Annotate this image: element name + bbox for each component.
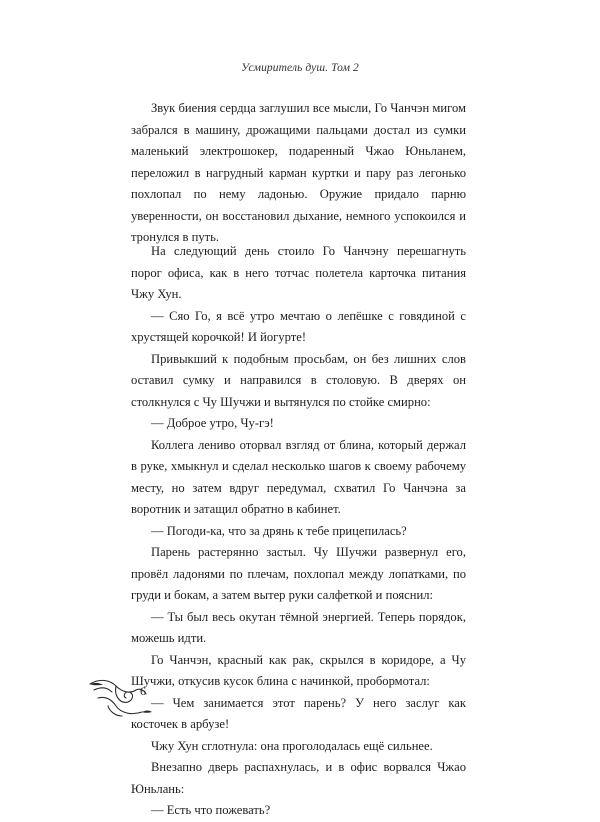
paragraph: — Погоди-ка, что за дрянь к тебе прицепилась? xyxy=(151,523,407,538)
paragraph: Внезапно дверь распахнулась, и в офис ворвался Чжао Юньлань: xyxy=(131,760,466,796)
paragraph: — Есть что пожевать? xyxy=(151,803,271,817)
paragraph: Звук биения сердца заглушил все мысли, Го Чанчэн мигом забрался в машину, дрожащими пальцами достал из сумки маленький электрошокер, подаренный Чжао Юньланем, переложил в нагрудный карман куртки и пару раз легонько похлопал по нему ладонью. Оружие придало парню уверенности, он восстановил дыхание, немного успокоился и тронулся в путь. xyxy=(131,101,466,244)
text-block-2 xyxy=(131,241,466,822)
paragraph: — Ты был весь окутан тёмной энергией. Теперь порядок, можешь идти. xyxy=(131,609,466,645)
running-header: Усмиритель душ. Том 2 xyxy=(241,62,359,74)
paragraph: — Чем занимается этот парень? У него заслуг как косточек в арбузе! xyxy=(131,695,466,731)
text-block-1 xyxy=(131,98,466,249)
paragraph: Коллега лениво оторвал взгляд от блина, который держал в руке, хмыкнул и сделал несколько шагов к своему рабочему месту, но затем вдруг передумал, схватил Го Чанчэна за воротник и затащил обратно в кабинет. xyxy=(131,437,466,516)
paragraph: Парень растерянно застыл. Чу Шучжи развернул его, провёл ладонями по плечам, похлопал между лопатками, по груди и бокам, а затем вытер руки салфеткой и пояснил: xyxy=(131,545,466,602)
paragraph: На следующий день стоило Го Чанчэну перешагнуть порог офиса, как в него тотчас полетела карточка питания Чжу Хун. xyxy=(131,244,466,301)
paragraph: — Сяо Го, я всё утро мечтаю о лепёшке с говядиной с хрустящей корочкой! И йогурте! xyxy=(131,308,466,344)
paragraph: — Доброе утро, Чу-гэ! xyxy=(151,416,274,430)
paragraph: Чжу Хун сглотнула: она проголодалась ещё сильнее. xyxy=(151,738,433,753)
page-number: 6 xyxy=(140,684,146,698)
cloud-swirl-ornament-icon xyxy=(86,672,166,722)
paragraph: Привыкший к подобным просьбам, он без лишних слов оставил сумку и направился в столовую. В дверях он столкнулся с Чу Шучжи и вытянулся по стойке смирно: xyxy=(131,351,466,409)
paragraph: Го Чанчэн, красный как рак, скрылся в коридоре, а Чу Шучжи, откусив кусок блина с начинкой, пробормотал: xyxy=(131,652,466,688)
